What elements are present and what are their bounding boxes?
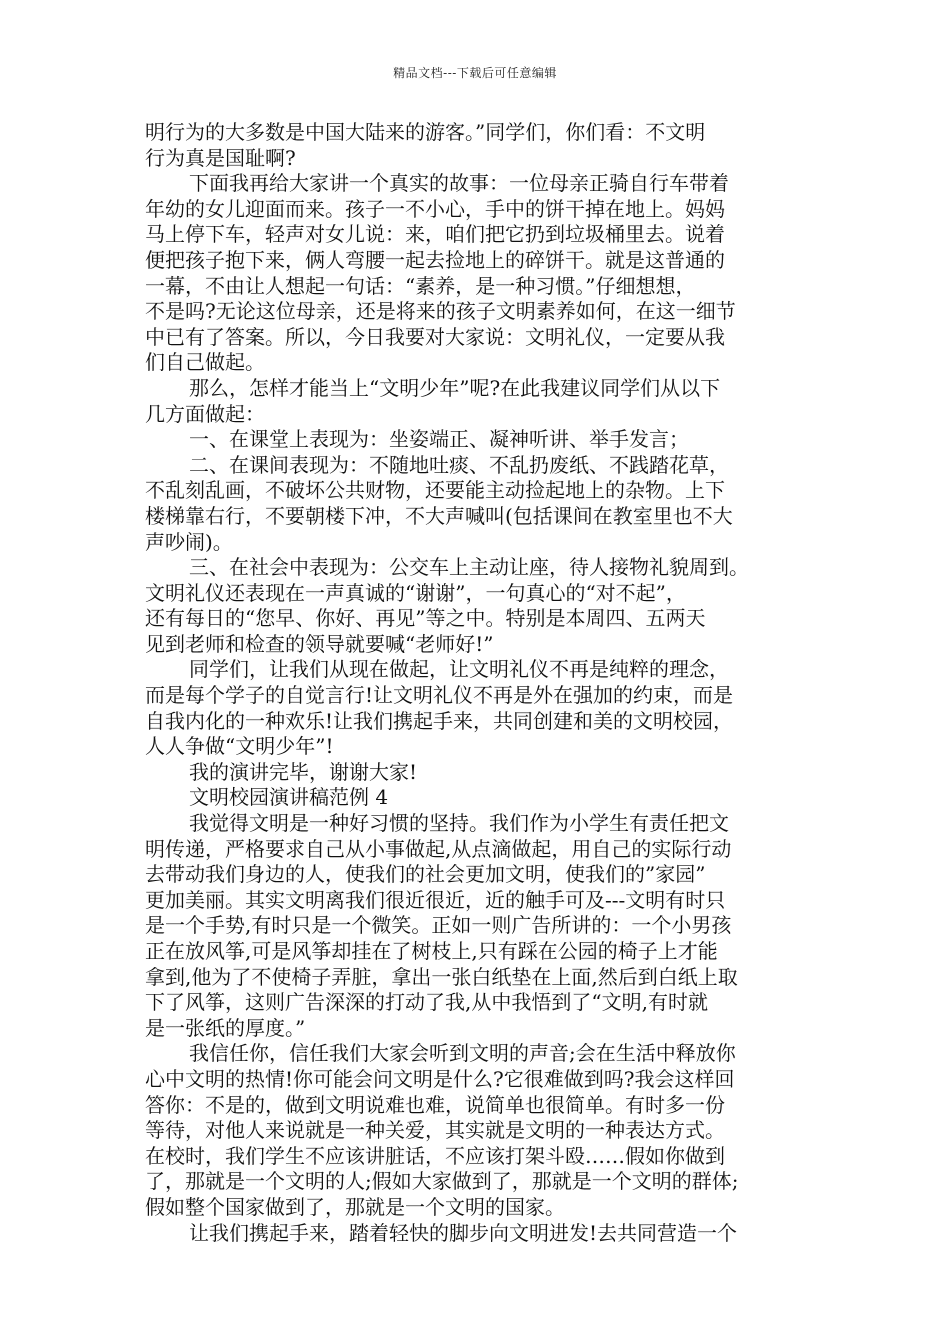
text-line: 我信任你，信任我们大家会听到文明的声音;会在生活中释放你 [189, 1041, 736, 1066]
text-line: 不乱刻乱画，不破坏公共财物，还要能主动捡起地上的杂物。上下 [145, 478, 725, 503]
text-line: 更加美丽。其实文明离我们很近很近，近的触手可及---文明有时只 [145, 887, 726, 912]
text-line: 还有每日的“您早、你好、再见”等之中。特别是本周四、五两天 [145, 606, 706, 631]
text-line: 同学们，让我们从现在做起，让文明礼仪不再是纯粹的理念， [189, 657, 729, 682]
text-line: 明行为的大多数是中国大陆来的游客。”同学们，你们看：不文明 [145, 120, 706, 144]
text-line: 楼梯靠右行，不要朝楼下冲，不大声喊叫(包括课间在教室里也不大 [145, 503, 733, 528]
text-line: 了，那就是一个文明的人;假如大家做到了，那就是一个文明的群体; [145, 1169, 739, 1194]
text-line: 便把孩子抱下来，俩人弯腰一起去捡地上的碎饼干。就是这普通的 [145, 247, 725, 272]
text-line: 在校时，我们学生不应该讲脏话，不应该打架斗殴……假如你做到 [145, 1143, 725, 1168]
text-line: 中已有了答案。所以，今日我要对大家说：文明礼仪，一定要从我 [145, 324, 725, 349]
text-line: 是一张纸的厚度。” [145, 1015, 306, 1040]
text-line: 一幕，不由让人想起一句话：“素养，是一种习惯。”仔细想想， [145, 273, 696, 298]
text-line: 等待，对他人来说就是一种关爱，其实就是文明的一种表达方式。 [145, 1118, 725, 1143]
text-line: 假如整个国家做到了，那就是一个文明的国家。 [145, 1194, 565, 1219]
text-line: 而是每个学子的自觉言行!让文明礼仪不再是外在强加的约束，而是 [145, 683, 734, 708]
text-line: 去带动我们身边的人，使我们的社会更加文明，使我们的”家园” [145, 862, 706, 887]
text-line: 自我内化的一种欢乐!让我们携起手来，共同创建和美的文明校园， [145, 708, 734, 733]
text-line: 明传递，严格要求自己从小事做起,从点滴做起，用自己的实际行动 [145, 836, 732, 861]
text-line: 二、在课间表现为：不随地吐痰、不乱扔废纸、不践踏花草， [189, 452, 729, 477]
text-line: 心中文明的热情!你可能会问文明是什么?它很难做到吗?我会这样回 [145, 1066, 735, 1091]
text-line: 一、在课堂上表现为：坐姿端正、凝神听讲、举手发言； [189, 427, 689, 452]
text-line: 三、在社会中表现为：公交车上主动让座，待人接物礼貌周到。 [189, 555, 749, 580]
text-line: 让我们携起手来，踏着轻快的脚步向文明进发!去共同营造一个 [189, 1220, 738, 1245]
text-line: 下了风筝，这则广告深深的打动了我,从中我悟到了“文明,有时就 [145, 990, 708, 1015]
page-header: 精品文档---下载后可任意编辑 [393, 66, 557, 80]
text-line: 声吵闹)。 [145, 529, 233, 554]
text-line: 那么，怎样才能当上“文明少年”呢?在此我建议同学们从以下 [189, 375, 721, 400]
text-line: 年幼的女儿迎面而来。孩子一不小心，手中的饼干掉在地上。妈妈 [145, 196, 725, 221]
document-body [145, 120, 815, 1246]
text-line: 文明礼仪还表现在一声真诚的“谢谢”，一句真心的“对不起”， [145, 580, 686, 605]
text-line: 们自己做起。 [145, 350, 265, 375]
text-line: 文明校园演讲稿范例 4 [189, 785, 389, 810]
text-line: 不是吗?无论这位母亲，还是将来的孩子文明素养如何，在这一细节 [145, 299, 736, 324]
text-line: 我的演讲完毕，谢谢大家! [189, 759, 418, 784]
text-line: 几方面做起： [145, 401, 265, 426]
text-line: 见到老师和检查的领导就要喊“老师好!” [145, 631, 494, 656]
text-line: 我觉得文明是一种好习惯的坚持。我们作为小学生有责任把文 [189, 811, 729, 836]
text-line: 正在放风筝,可是风筝却挂在了树枝上,只有踩在公园的椅子上才能 [145, 939, 718, 963]
text-line: 行为真是国耻啊? [145, 145, 296, 170]
text-line: 下面我再给大家讲一个真实的故事：一位母亲正骑自行车带着 [189, 171, 729, 196]
text-line: 答你：不是的，做到文明说难也难，说简单也很简单。有时多一份 [145, 1092, 725, 1117]
text-line: 马上停下车，轻声对女儿说：来，咱们把它扔到垃圾桶里去。说着 [145, 222, 725, 247]
text-line: 拿到,他为了不使椅子弄脏，拿出一张白纸垫在上面,然后到白纸上取 [145, 964, 738, 989]
text-line: 是一个手势,有时只是一个微笑。正如一则广告所讲的：一个小男孩 [145, 913, 732, 938]
text-line: 人人争做“文明少年”! [145, 734, 334, 759]
